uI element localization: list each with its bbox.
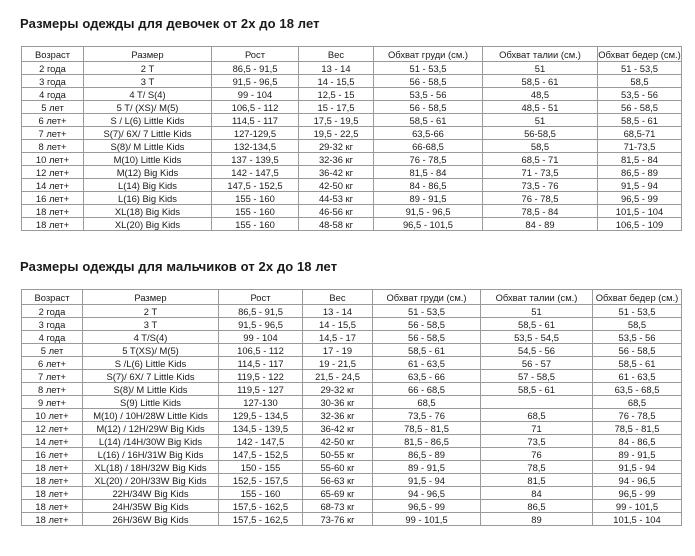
- cell-chest: 56 - 58,5: [373, 331, 481, 344]
- header-age: Возраст: [22, 290, 83, 305]
- cell-height: 119,5 - 127: [219, 383, 303, 396]
- cell-hips: 91,5 - 94: [598, 179, 682, 192]
- cell-hips: 78,5 - 81,5: [593, 422, 682, 435]
- cell-weight: 44-53 кг: [299, 192, 374, 205]
- cell-size: L(16) / 16H/31W Big Kids: [83, 448, 219, 461]
- cell-hips: 86,5 - 89: [598, 166, 682, 179]
- table-row: [22, 461, 682, 474]
- cell-height: 91,5 - 96,5: [219, 318, 303, 331]
- cell-height: 147,5 - 152,5: [212, 179, 299, 192]
- cell-weight: 65-69 кг: [303, 487, 373, 500]
- cell-height: 155 - 160: [212, 218, 299, 231]
- cell-waist: 86,5: [481, 500, 593, 513]
- cell-hips: 51 - 53,5: [593, 305, 682, 318]
- cell-hips: 53,5 - 56: [598, 88, 682, 101]
- header-weight: Вес: [303, 290, 373, 305]
- cell-hips: 84 - 86,5: [593, 435, 682, 448]
- cell-age: 16 лет+: [22, 192, 84, 205]
- table-row: [22, 192, 682, 205]
- boys-size-table: [21, 289, 682, 526]
- cell-chest: 78,5 - 81,5: [373, 422, 481, 435]
- cell-age: 18 лет+: [22, 474, 83, 487]
- cell-size: S(7)/ 6X/ 7 Little Kids: [83, 370, 219, 383]
- cell-hips: 94 - 96,5: [593, 474, 682, 487]
- cell-weight: 46-56 кг: [299, 205, 374, 218]
- cell-weight: 42-50 кг: [303, 435, 373, 448]
- cell-age: 18 лет+: [22, 513, 83, 526]
- cell-waist: 81,5: [481, 474, 593, 487]
- cell-height: 114,5 - 117: [212, 114, 299, 127]
- cell-waist: 76 - 78,5: [483, 192, 598, 205]
- header-hips: Обхват бедер (см.): [593, 290, 682, 305]
- cell-chest: 73,5 - 76: [373, 409, 481, 422]
- cell-chest: 56 - 58,5: [373, 318, 481, 331]
- cell-age: 18 лет+: [22, 218, 84, 231]
- cell-age: 18 лет+: [22, 500, 83, 513]
- cell-age: 12 лет+: [22, 422, 83, 435]
- cell-size: S(8)/ M Little Kids: [84, 140, 212, 153]
- cell-chest: 96,5 - 99: [373, 500, 481, 513]
- header-size: Размер: [84, 47, 212, 62]
- cell-hips: 53,5 - 56: [593, 331, 682, 344]
- cell-waist: 51: [481, 305, 593, 318]
- table-row: [22, 409, 682, 422]
- cell-chest: 58,5 - 61: [374, 114, 483, 127]
- cell-height: 86,5 - 91,5: [212, 62, 299, 75]
- table-row: [22, 218, 682, 231]
- cell-age: 8 лет+: [22, 140, 84, 153]
- cell-height: 106,5 - 112: [212, 101, 299, 114]
- cell-height: 155 - 160: [212, 205, 299, 218]
- cell-chest: 91,5 - 96,5: [374, 205, 483, 218]
- cell-height: 150 - 155: [219, 461, 303, 474]
- cell-age: 14 лет+: [22, 179, 84, 192]
- cell-waist: 54,5 - 56: [481, 344, 593, 357]
- cell-age: 16 лет+: [22, 448, 83, 461]
- cell-weight: 56-63 кг: [303, 474, 373, 487]
- cell-weight: 12,5 - 15: [299, 88, 374, 101]
- table-row: [22, 140, 682, 153]
- girls-size-chart-title: Размеры одежды для девочек от 2х до 18 лет: [20, 16, 320, 31]
- table-row: [22, 179, 682, 192]
- table-row: [22, 500, 682, 513]
- cell-age: 4 года: [22, 331, 83, 344]
- cell-weight: 21,5 - 24,5: [303, 370, 373, 383]
- cell-weight: 14 - 15,5: [299, 75, 374, 88]
- cell-chest: 63,5-66: [374, 127, 483, 140]
- cell-weight: 17,5 - 19,5: [299, 114, 374, 127]
- cell-age: 2 года: [22, 305, 83, 318]
- cell-weight: 68-73 кг: [303, 500, 373, 513]
- cell-size: L(16) Big Kids: [84, 192, 212, 205]
- cell-age: 7 лет+: [22, 370, 83, 383]
- table-row: [22, 448, 682, 461]
- cell-height: 91,5 - 96,5: [212, 75, 299, 88]
- cell-height: 129,5 - 134,5: [219, 409, 303, 422]
- cell-hips: 56 - 58,5: [598, 101, 682, 114]
- cell-chest: 56 - 58,5: [374, 75, 483, 88]
- cell-weight: 19,5 - 22,5: [299, 127, 374, 140]
- cell-weight: 19 - 21,5: [303, 357, 373, 370]
- cell-weight: 36-42 кг: [299, 166, 374, 179]
- cell-chest: 51 - 53,5: [374, 62, 483, 75]
- cell-waist: 58,5 - 61: [483, 75, 598, 88]
- cell-age: 10 лет+: [22, 153, 84, 166]
- cell-size: 26H/36W Big Kids: [83, 513, 219, 526]
- table-header-row: [22, 290, 682, 305]
- cell-size: S(7)/ 6X/ 7 Little Kids: [84, 127, 212, 140]
- cell-hips: 58,5 - 61: [593, 357, 682, 370]
- cell-size: S /L(6) Little Kids: [83, 357, 219, 370]
- header-waist: Обхват талии (см.): [481, 290, 593, 305]
- cell-waist: 68,5 - 71: [483, 153, 598, 166]
- cell-size: M(10) / 10H/28W Little Kids: [83, 409, 219, 422]
- cell-size: 3 T: [83, 318, 219, 331]
- cell-height: 155 - 160: [212, 192, 299, 205]
- header-height: Рост: [219, 290, 303, 305]
- cell-weight: 55-60 кг: [303, 461, 373, 474]
- cell-size: XL(20) / 20H/33W Big Kids: [83, 474, 219, 487]
- cell-chest: 94 - 96,5: [373, 487, 481, 500]
- cell-size: L(14) Big Kids: [84, 179, 212, 192]
- table-row: [22, 318, 682, 331]
- cell-age: 3 года: [22, 75, 84, 88]
- table-row: [22, 166, 682, 179]
- table-row: [22, 114, 682, 127]
- cell-chest: 81,5 - 86,5: [373, 435, 481, 448]
- cell-waist: 84 - 89: [483, 218, 598, 231]
- cell-weight: 13 - 14: [299, 62, 374, 75]
- cell-chest: 58,5 - 61: [373, 344, 481, 357]
- table-row: [22, 62, 682, 75]
- cell-height: 106,5 - 112: [219, 344, 303, 357]
- cell-chest: 51 - 53,5: [373, 305, 481, 318]
- cell-age: 8 лет+: [22, 383, 83, 396]
- table-row: [22, 153, 682, 166]
- cell-hips: 101,5 - 104: [598, 205, 682, 218]
- cell-hips: 58,5: [593, 318, 682, 331]
- table-row: [22, 370, 682, 383]
- cell-age: 10 лет+: [22, 409, 83, 422]
- header-height: Рост: [212, 47, 299, 62]
- cell-height: 142 - 147,5: [212, 166, 299, 179]
- cell-size: 5 T/ (XS)/ M(5): [84, 101, 212, 114]
- cell-age: 12 лет+: [22, 166, 84, 179]
- cell-size: XL(18) Big Kids: [84, 205, 212, 218]
- cell-size: 22H/34W Big Kids: [83, 487, 219, 500]
- cell-chest: 53,5 - 56: [374, 88, 483, 101]
- cell-height: 152,5 - 157,5: [219, 474, 303, 487]
- cell-chest: 56 - 58,5: [374, 101, 483, 114]
- cell-waist: 89: [481, 513, 593, 526]
- cell-weight: 13 - 14: [303, 305, 373, 318]
- cell-height: 142 - 147,5: [219, 435, 303, 448]
- cell-height: 99 - 104: [219, 331, 303, 344]
- cell-hips: 58,5: [598, 75, 682, 88]
- cell-size: M(12) Big Kids: [84, 166, 212, 179]
- table-row: [22, 396, 682, 409]
- cell-hips: 68,5-71: [598, 127, 682, 140]
- cell-age: 5 лет: [22, 101, 84, 114]
- cell-weight: 48-58 кг: [299, 218, 374, 231]
- cell-hips: 76 - 78,5: [593, 409, 682, 422]
- cell-chest: 86,5 - 89: [373, 448, 481, 461]
- boys-table-body: [22, 305, 682, 526]
- cell-chest: 84 - 86,5: [374, 179, 483, 192]
- cell-chest: 76 - 78,5: [374, 153, 483, 166]
- cell-size: 3 T: [84, 75, 212, 88]
- cell-waist: 78,5: [481, 461, 593, 474]
- cell-weight: 73-76 кг: [303, 513, 373, 526]
- cell-height: 155 - 160: [219, 487, 303, 500]
- cell-chest: 96,5 - 101,5: [374, 218, 483, 231]
- cell-height: 119,5 - 122: [219, 370, 303, 383]
- cell-hips: 99 - 101,5: [593, 500, 682, 513]
- table-row: [22, 331, 682, 344]
- cell-waist: 56-58,5: [483, 127, 598, 140]
- cell-size: 4 T/ S(4): [84, 88, 212, 101]
- table-row: [22, 383, 682, 396]
- cell-waist: 58,5 - 61: [481, 318, 593, 331]
- cell-age: 9 лет+: [22, 396, 83, 409]
- cell-height: 134,5 - 139,5: [219, 422, 303, 435]
- cell-waist: 78,5 - 84: [483, 205, 598, 218]
- cell-height: 132-134,5: [212, 140, 299, 153]
- cell-size: 5 T(XS)/ M(5): [83, 344, 219, 357]
- cell-waist: 84: [481, 487, 593, 500]
- table-row: [22, 344, 682, 357]
- cell-age: 18 лет+: [22, 205, 84, 218]
- cell-waist: 71: [481, 422, 593, 435]
- cell-size: XL(20) Big Kids: [84, 218, 212, 231]
- cell-waist: [481, 396, 593, 409]
- boys-size-chart-title: Размеры одежды для мальчиков от 2х до 18 лет: [20, 259, 338, 274]
- header-waist: Обхват талии (см.): [483, 47, 598, 62]
- cell-hips: 71-73,5: [598, 140, 682, 153]
- cell-age: 5 лет: [22, 344, 83, 357]
- cell-size: S(9) Little Kids: [83, 396, 219, 409]
- cell-hips: 101,5 - 104: [593, 513, 682, 526]
- cell-age: 18 лет+: [22, 461, 83, 474]
- cell-waist: 48,5: [483, 88, 598, 101]
- cell-height: 127-130: [219, 396, 303, 409]
- table-row: [22, 435, 682, 448]
- cell-height: 86,5 - 91,5: [219, 305, 303, 318]
- cell-chest: 66-68,5: [374, 140, 483, 153]
- cell-weight: 29-32 кг: [299, 140, 374, 153]
- cell-hips: 96,5 - 99: [593, 487, 682, 500]
- header-chest: Обхват груди (см.): [373, 290, 481, 305]
- cell-size: 4 T/S(4): [83, 331, 219, 344]
- cell-age: 14 лет+: [22, 435, 83, 448]
- cell-chest: 99 - 101,5: [373, 513, 481, 526]
- cell-waist: 57 - 58,5: [481, 370, 593, 383]
- cell-weight: 42-50 кг: [299, 179, 374, 192]
- table-row: [22, 88, 682, 101]
- cell-size: 24H/35W Big Kids: [83, 500, 219, 513]
- cell-height: 114,5 - 117: [219, 357, 303, 370]
- cell-height: 99 - 104: [212, 88, 299, 101]
- cell-weight: 14 - 15,5: [303, 318, 373, 331]
- cell-age: 3 года: [22, 318, 83, 331]
- cell-age: 7 лет+: [22, 127, 84, 140]
- girls-size-table: [21, 46, 682, 231]
- cell-chest: 89 - 91,5: [373, 461, 481, 474]
- table-row: [22, 513, 682, 526]
- cell-chest: 89 - 91,5: [374, 192, 483, 205]
- cell-height: 137 - 139,5: [212, 153, 299, 166]
- cell-weight: 50-55 кг: [303, 448, 373, 461]
- cell-hips: 96,5 - 99: [598, 192, 682, 205]
- cell-chest: 91,5 - 94: [373, 474, 481, 487]
- cell-chest: 63,5 - 66: [373, 370, 481, 383]
- cell-size: S(8)/ M Little Kids: [83, 383, 219, 396]
- cell-weight: 32-36 кг: [303, 409, 373, 422]
- cell-height: 157,5 - 162,5: [219, 513, 303, 526]
- cell-waist: 51: [483, 62, 598, 75]
- cell-hips: 91,5 - 94: [593, 461, 682, 474]
- cell-size: M(12) / 12H/29W Big Kids: [83, 422, 219, 435]
- header-chest: Обхват груди (см.): [374, 47, 483, 62]
- cell-age: 2 года: [22, 62, 84, 75]
- cell-weight: 14,5 - 17: [303, 331, 373, 344]
- cell-waist: 68,5: [481, 409, 593, 422]
- header-age: Возраст: [22, 47, 84, 62]
- cell-size: L(14) /14H/30W Big Kids: [83, 435, 219, 448]
- cell-hips: 81,5 - 84: [598, 153, 682, 166]
- cell-size: XL(18) / 18H/32W Big Kids: [83, 461, 219, 474]
- cell-waist: 58,5 - 61: [481, 383, 593, 396]
- cell-weight: 15 - 17,5: [299, 101, 374, 114]
- cell-hips: 51 - 53,5: [598, 62, 682, 75]
- header-hips: Обхват бедер (см.): [598, 48, 681, 60]
- table-row: [22, 205, 682, 218]
- cell-waist: 58,5: [483, 140, 598, 153]
- cell-chest: 68,5: [373, 396, 481, 409]
- cell-waist: 76: [481, 448, 593, 461]
- cell-age: 4 года: [22, 88, 84, 101]
- cell-waist: 71 - 73,5: [483, 166, 598, 179]
- cell-age: 6 лет+: [22, 114, 84, 127]
- cell-size: 2 T: [84, 62, 212, 75]
- cell-waist: 73,5 - 76: [483, 179, 598, 192]
- cell-waist: 73,5: [481, 435, 593, 448]
- cell-height: 127-129,5: [212, 127, 299, 140]
- table-row: [22, 422, 682, 435]
- cell-age: 6 лет+: [22, 357, 83, 370]
- cell-age: 18 лет+: [22, 487, 83, 500]
- cell-waist: 56 - 57: [481, 357, 593, 370]
- cell-size: M(10) Little Kids: [84, 153, 212, 166]
- table-row: [22, 127, 682, 140]
- girls-table-body: [22, 62, 682, 231]
- cell-hips: 56 - 58,5: [593, 344, 682, 357]
- cell-chest: 66 - 68,5: [373, 383, 481, 396]
- table-row: [22, 487, 682, 500]
- cell-hips: 58,5 - 61: [598, 114, 682, 127]
- cell-size: S / L(6) Little Kids: [84, 114, 212, 127]
- table-row: [22, 474, 682, 487]
- table-row: [22, 101, 682, 114]
- cell-size: 2 T: [83, 305, 219, 318]
- cell-chest: 61 - 63,5: [373, 357, 481, 370]
- cell-weight: 17 - 19: [303, 344, 373, 357]
- cell-weight: 29-32 кг: [303, 383, 373, 396]
- cell-hips: 89 - 91,5: [593, 448, 682, 461]
- header-weight: Вес: [299, 47, 374, 62]
- cell-hips: 63,5 - 68,5: [593, 383, 682, 396]
- cell-hips: 68,5: [593, 396, 682, 409]
- cell-hips: 61 - 63,5: [593, 370, 682, 383]
- cell-waist: 48,5 - 51: [483, 101, 598, 114]
- cell-waist: 53,5 - 54,5: [481, 331, 593, 344]
- cell-height: 157,5 - 162,5: [219, 500, 303, 513]
- cell-hips: 106,5 - 109: [598, 218, 682, 231]
- cell-weight: 36-42 кг: [303, 422, 373, 435]
- table-row: [22, 305, 682, 318]
- header-size: Размер: [83, 290, 219, 305]
- cell-chest: 81,5 - 84: [374, 166, 483, 179]
- cell-height: 147,5 - 152,5: [219, 448, 303, 461]
- cell-weight: 30-36 кг: [303, 396, 373, 409]
- cell-weight: 32-36 кг: [299, 153, 374, 166]
- table-header-row: [22, 47, 682, 62]
- cell-waist: 51: [483, 114, 598, 127]
- table-row: [22, 75, 682, 88]
- table-row: [22, 357, 682, 370]
